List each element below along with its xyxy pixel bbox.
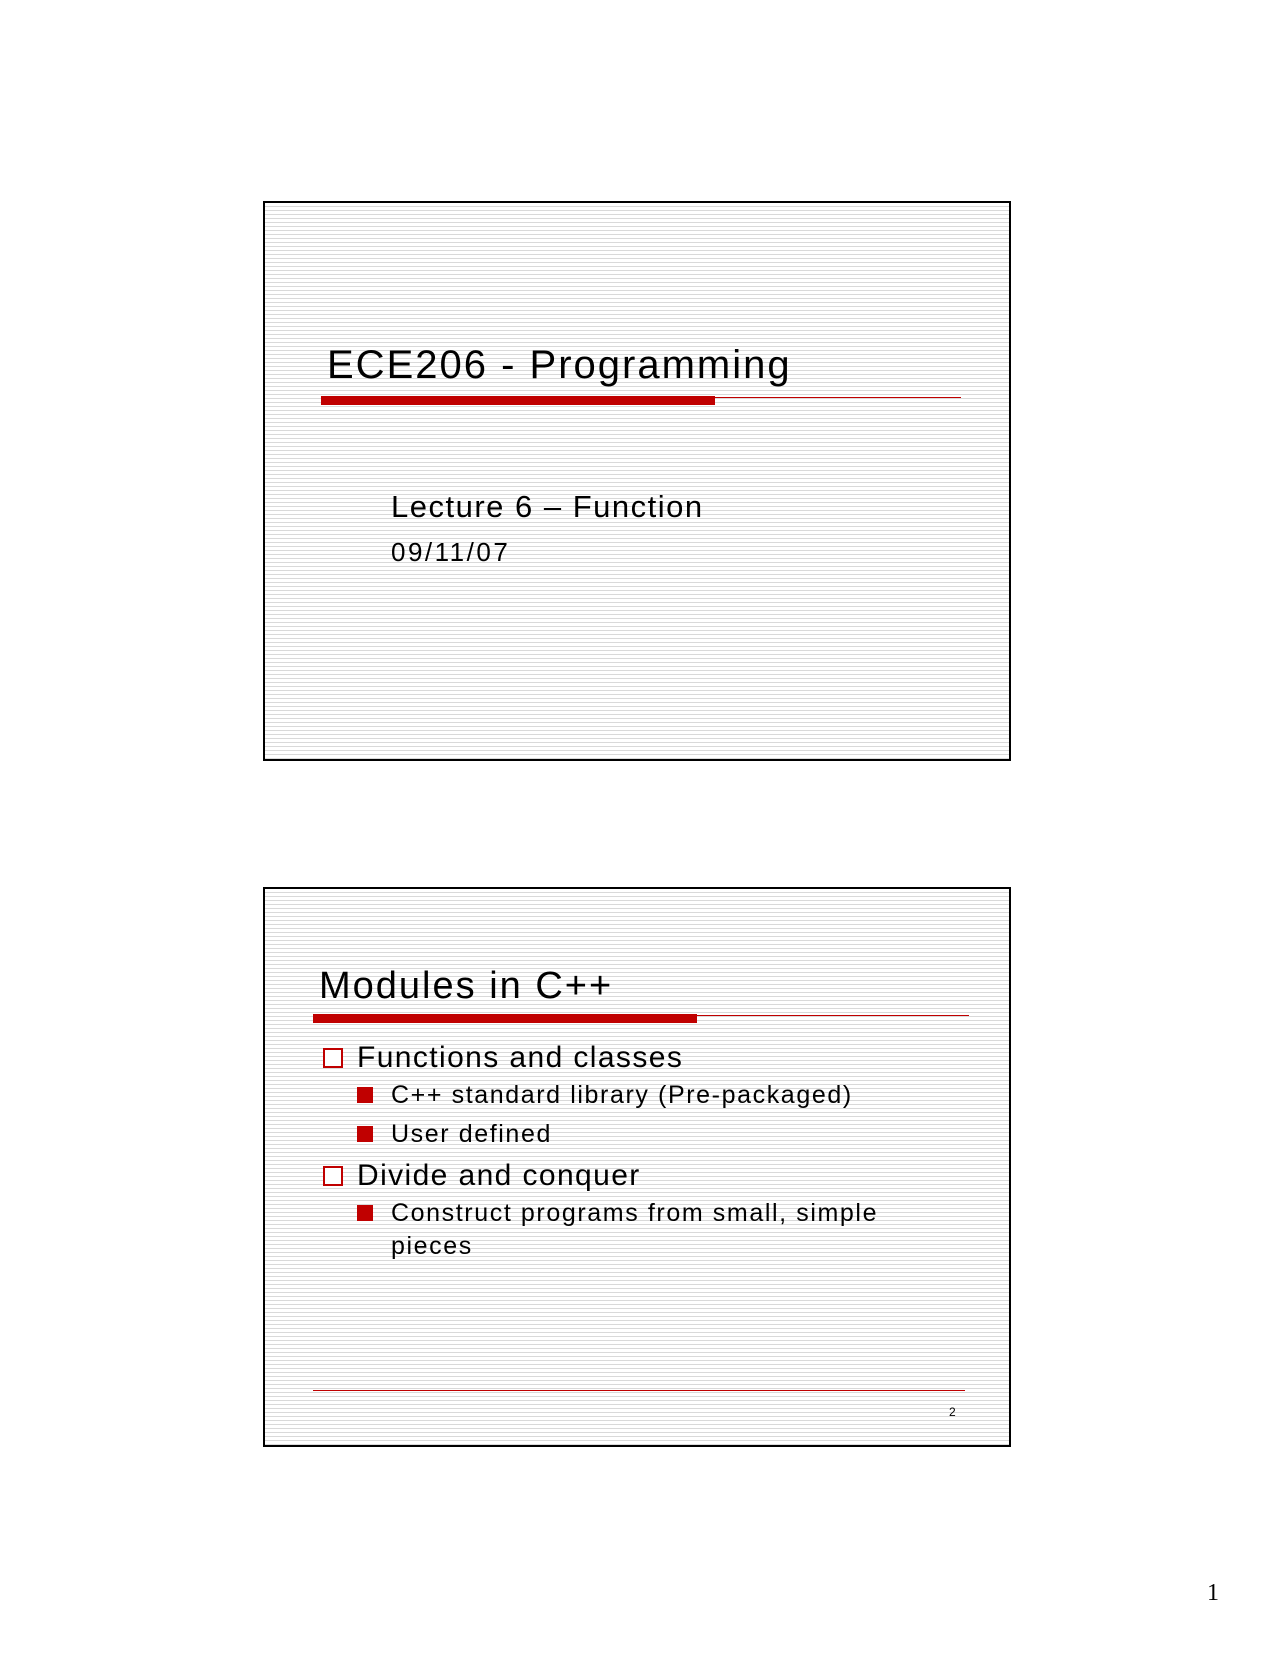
slide-modules [263, 887, 1011, 1447]
lecture-date: 09/11/07 [391, 537, 511, 567]
sub-bullet-text: Construct programs from small, simple pieces [391, 1199, 879, 1260]
bullet-item [321, 1157, 951, 1195]
sub-bullet-item [321, 1118, 951, 1151]
slide-title-heading: ECE206 - Programming [327, 343, 792, 387]
filled-square-bullet-icon [357, 1126, 373, 1142]
footer-divider [313, 1390, 965, 1391]
title-underline-thick [313, 1014, 697, 1023]
bullet-text: Divide and conquer [357, 1159, 641, 1192]
sub-bullet-item [321, 1197, 951, 1263]
hollow-square-bullet-icon [323, 1048, 343, 1068]
bullet-list [321, 1039, 951, 1269]
sub-bullet-item [321, 1079, 951, 1112]
hollow-square-bullet-icon [323, 1166, 343, 1186]
slide-heading: Modules in C++ [319, 965, 614, 1007]
sub-bullet-text: User defined [391, 1120, 552, 1148]
filled-square-bullet-icon [357, 1205, 373, 1221]
filled-square-bullet-icon [357, 1087, 373, 1103]
title-underline-thick [321, 396, 715, 405]
sub-bullet-text: C++ standard library (Pre-packaged) [391, 1081, 853, 1109]
bullet-text: Functions and classes [357, 1041, 684, 1074]
lecture-subtitle: Lecture 6 – Function [391, 489, 704, 524]
bullet-item [321, 1039, 951, 1077]
page-number: 1 [1207, 1580, 1219, 1606]
slide-title [263, 201, 1011, 761]
slide-number: 2 [949, 1405, 956, 1419]
